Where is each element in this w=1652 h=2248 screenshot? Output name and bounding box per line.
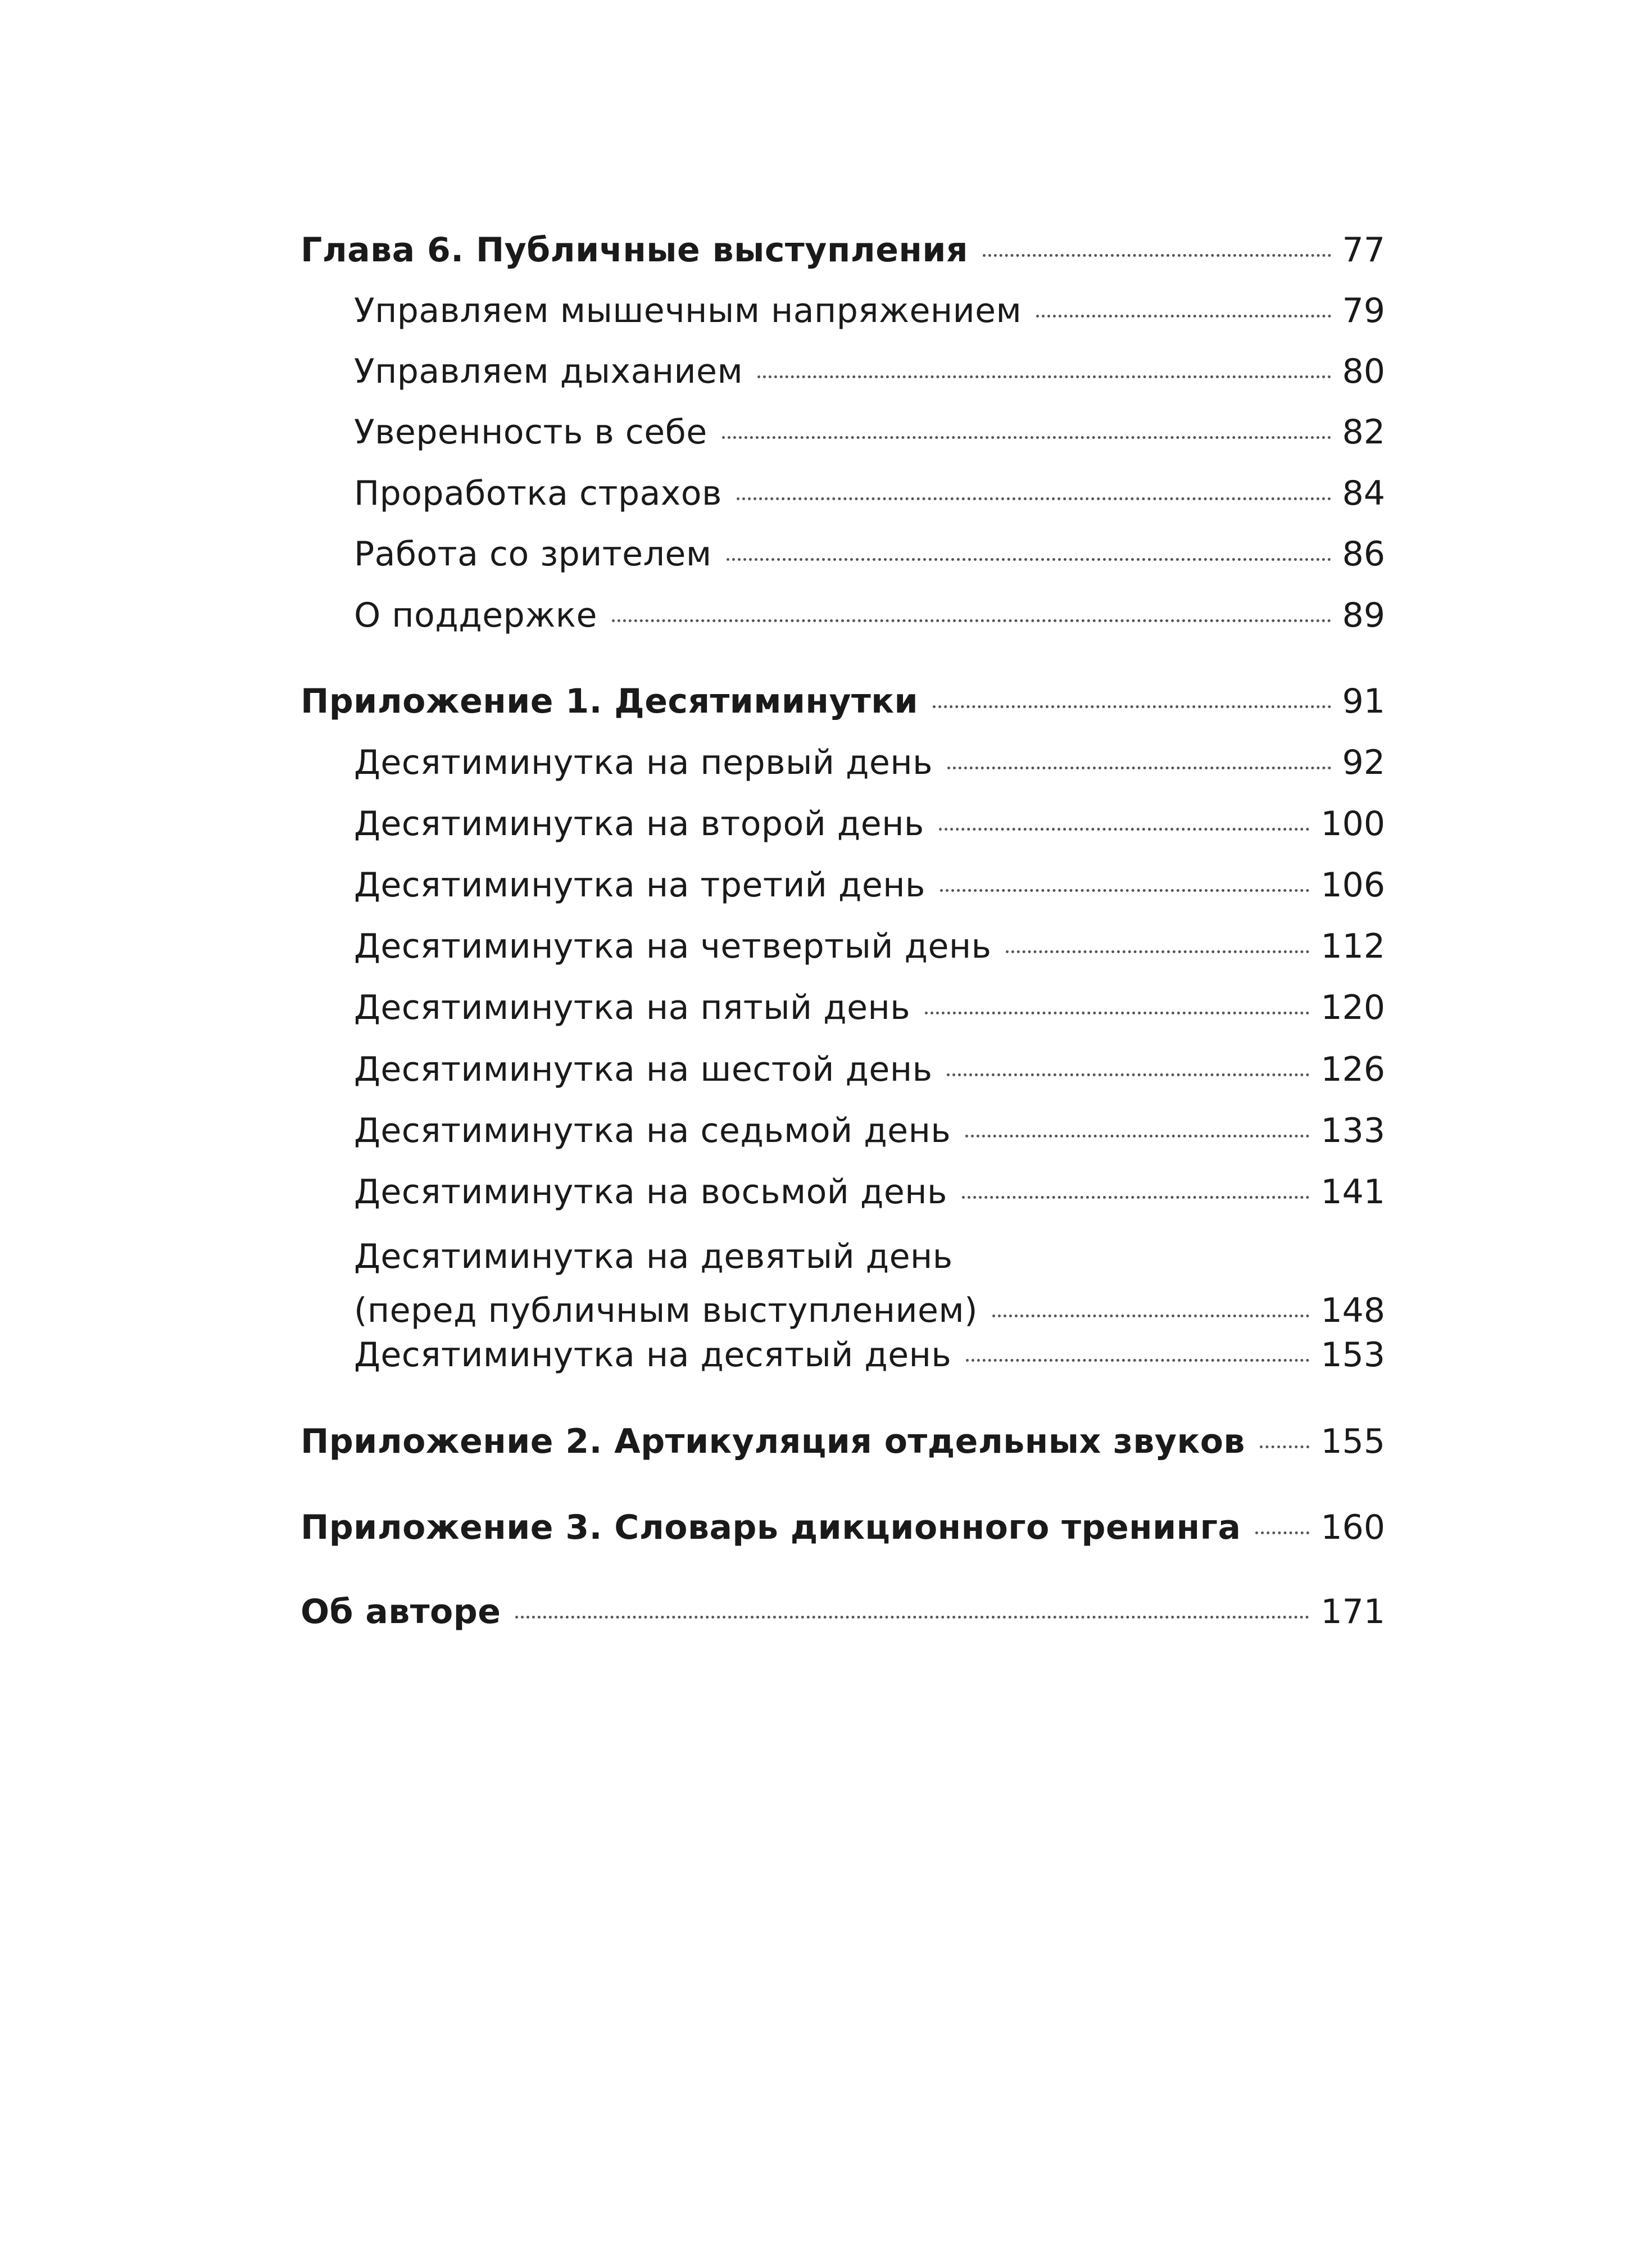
entry-title-wrap [354, 1230, 1385, 1338]
entry-page: 82 [1342, 413, 1385, 452]
dot-leader [965, 1135, 1309, 1137]
entry-title: Глава 6. Публичные выступления [301, 230, 968, 270]
toc-entry [301, 474, 1385, 530]
dot-leader [983, 254, 1331, 257]
dot-leader [737, 497, 1331, 500]
dot-leader [1260, 1445, 1310, 1448]
toc-entry [301, 596, 1385, 652]
entry-page: 148 [1320, 1291, 1385, 1330]
dot-leader [727, 558, 1331, 561]
dot-leader [947, 1073, 1309, 1076]
entry-page: 160 [1320, 1508, 1385, 1547]
entry-title: Десятиминутка на второй день [354, 804, 924, 844]
entry-page: 80 [1342, 352, 1385, 391]
toc-entry-two-line [301, 1225, 1385, 1338]
dot-leader [992, 1315, 1309, 1317]
dot-leader [1036, 315, 1331, 318]
entry-page: 141 [1320, 1172, 1385, 1212]
entry-title: Приложение 2. Артикуляция отдельных звуков [301, 1422, 1245, 1461]
entry-page: 106 [1320, 865, 1385, 905]
toc-entry [301, 352, 1385, 408]
entry-title: Уверенность в себе [354, 413, 707, 452]
toc-entry [301, 1172, 1385, 1229]
toc-entry-chapter-6 [301, 230, 1385, 287]
entry-title: Об авторе [301, 1592, 501, 1631]
entry-page: 126 [1320, 1050, 1385, 1089]
dot-leader [962, 1196, 1310, 1199]
entry-title: Десятиминутка на десятый день [354, 1335, 952, 1375]
entry-title: Десятиминутка на восьмой день [354, 1172, 947, 1212]
toc-entry-appendix-2 [301, 1422, 1385, 1478]
toc-entry [301, 927, 1385, 983]
entry-page: 91 [1342, 682, 1385, 721]
toc-entry [301, 1335, 1385, 1392]
dot-leader [940, 889, 1310, 892]
entry-title: Десятиминутка на пятый день [354, 988, 911, 1027]
dot-leader [933, 705, 1331, 708]
entry-title: Приложение 3. Словарь дикционного тренинга [301, 1508, 1241, 1547]
dot-leader [939, 828, 1310, 831]
entry-page: 89 [1342, 596, 1385, 635]
dot-leader [947, 767, 1331, 769]
entry-title: Десятиминутка на четвертый день [354, 927, 992, 966]
entry-page: 120 [1320, 988, 1385, 1027]
dot-leader [612, 619, 1331, 622]
dot-leader [966, 1359, 1309, 1362]
entry-title: Десятиминутка на первый день [354, 743, 933, 782]
toc-entry [301, 291, 1385, 347]
dot-leader [1255, 1531, 1309, 1534]
dot-leader [515, 1616, 1309, 1619]
entry-page: 171 [1320, 1592, 1385, 1631]
entry-page: 153 [1320, 1335, 1385, 1375]
toc-entry-appendix-1 [301, 682, 1385, 738]
entry-page: 79 [1342, 291, 1385, 330]
dot-leader [925, 1012, 1309, 1014]
toc-entry-about-author [301, 1592, 1385, 1648]
entry-title: Управляем мышечным напряжением [354, 291, 1022, 330]
toc-entry [301, 743, 1385, 799]
entry-page: 84 [1342, 474, 1385, 513]
dot-leader [722, 436, 1331, 439]
toc-entry [301, 988, 1385, 1044]
entry-title-line-2: (перед публичным выступлением) [354, 1291, 978, 1330]
entry-title: Десятиминутка на седьмой день [354, 1111, 951, 1150]
entry-page: 92 [1342, 743, 1385, 782]
toc-entry [301, 865, 1385, 922]
entry-second-line [354, 1284, 1385, 1338]
dot-leader [1006, 950, 1309, 953]
entry-title: Работа со зрителем [354, 534, 712, 574]
toc-entry [301, 413, 1385, 469]
toc-entry-appendix-3 [301, 1508, 1385, 1564]
entry-page: 86 [1342, 534, 1385, 574]
toc-entry [301, 1111, 1385, 1167]
toc-entry [301, 534, 1385, 591]
entry-title: Управляем дыханием [354, 352, 743, 391]
entry-title: Приложение 1. Десятиминутки [301, 682, 919, 721]
toc-entry [301, 804, 1385, 860]
entry-page: 133 [1320, 1111, 1385, 1150]
entry-title-line-1: Десятиминутка на девятый день [354, 1237, 953, 1276]
entry-title: О поддержке [354, 596, 597, 635]
entry-page: 100 [1320, 804, 1385, 844]
entry-title: Десятиминутка на третий день [354, 865, 925, 905]
entry-page: 155 [1320, 1422, 1385, 1461]
toc-entry [301, 1050, 1385, 1106]
entry-title: Десятиминутка на шестой день [354, 1050, 933, 1089]
entry-title: Проработка страхов [354, 474, 722, 513]
dot-leader [757, 375, 1331, 378]
entry-page: 112 [1320, 927, 1385, 966]
entry-page: 77 [1342, 230, 1385, 270]
